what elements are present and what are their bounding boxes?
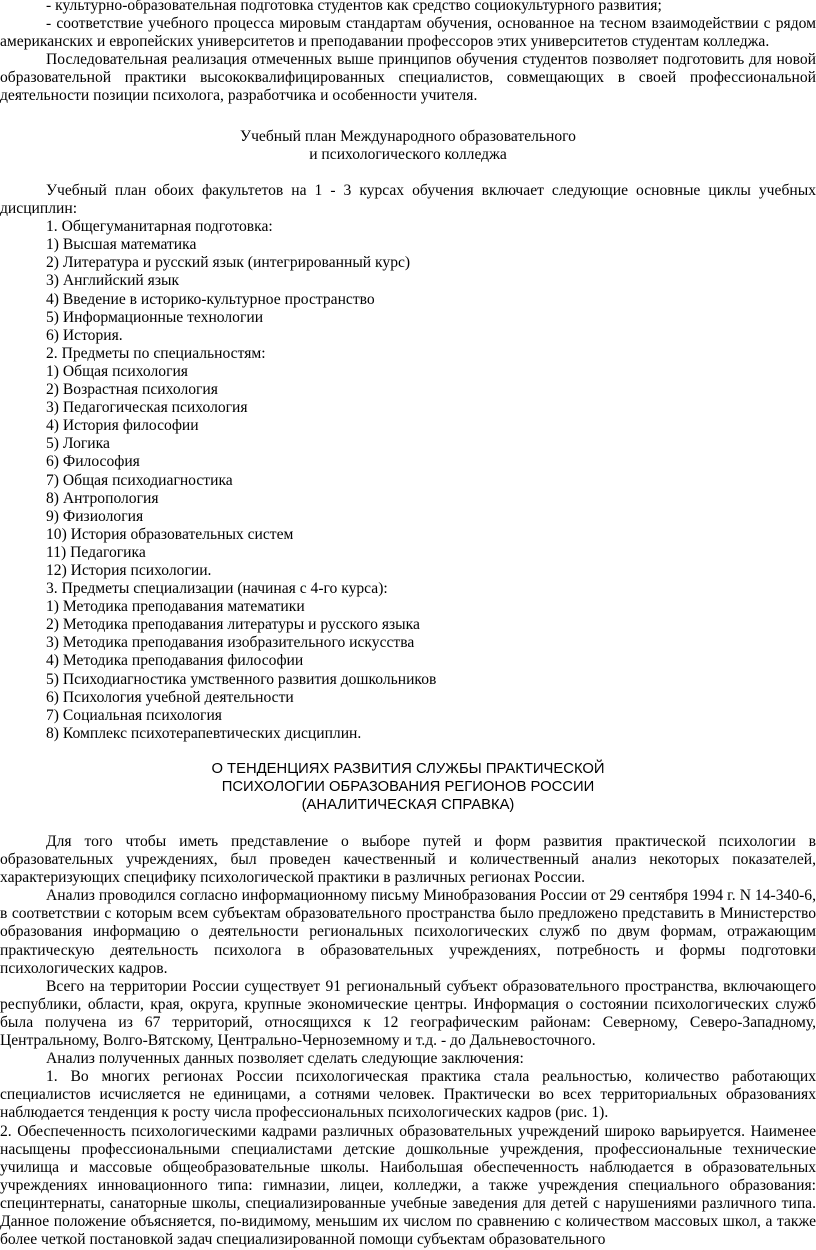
report-heading-line-1: О ТЕНДЕНЦИЯХ РАЗВИТИЯ СЛУЖБЫ ПРАКТИЧЕСКОЙ [211, 761, 605, 777]
plan-list-item: 5) Психодиагностика умственного развития дошкольников [46, 670, 437, 688]
plan-list-item: 8) Комплекс психотерапевтических дисциплин. [46, 724, 362, 742]
intro-line-1: - культурно-образовательная подготовка студентов как средство социокультурного развития; [46, 0, 662, 14]
plan-list-item: 4) История философии [46, 417, 199, 435]
report-paragraph-3: Всего на территории России существует 91 региональный субъект образовательного пространства, включающего республики, области, края, округа, крупные экономические центры. Информация о состоянии психологических служб была получена из 67 территорий, относящихся к 12 географическим районам: Северному, Северо-Западному, Центральному, Волго-Вятскому, Центрально-Черноземному и т.д. - до Дальневосточного. [0, 977, 816, 1050]
plan-list-item: 9) Физиология [46, 507, 144, 525]
plan-list-item: 6) Психология учебной деятельности [46, 688, 294, 706]
plan-title-line-2: и психологического колледжа [309, 146, 507, 164]
plan-list-item: 3. Предметы специализации (начиная с 4-го курса): [46, 580, 388, 598]
plan-list-item: 3) Методика преподавания изобразительного искусства [46, 634, 415, 652]
plan-list-item: 8) Антропология [46, 489, 159, 507]
plan-list-item: 4) Методика преподавания философии [46, 652, 304, 670]
plan-list-item: 2) Возрастная психология [46, 381, 218, 399]
report-heading-line-3: (АНАЛИТИЧЕСКАЯ СПРАВКА) [301, 797, 515, 814]
intro-paragraph-2: - соответствие учебного процесса мировым стандартам обучения, основанное на тесном взаимодействии с рядом американских и европейских университетов и преподавании профессоров этих университетов студентам колледжа. [0, 15, 816, 51]
plan-list-item: 2) Литература и русский язык (интегрированный курс) [46, 254, 411, 272]
plan-list-item: 3) Педагогическая психология [46, 399, 248, 417]
plan-list-item: 7) Социальная психология [46, 706, 222, 724]
report-paragraph-5: 1. Во многих регионах России психологическая практика стала реальностью, количество работающих специалистов исчисляется не единицами, а сотнями человек. Практически во всех территориальных образованиях наблюдается тенденция к росту числа профессиональных психологических кадров (рис. 1). [0, 1068, 816, 1122]
plan-list-item: 1) Методика преподавания математики [46, 598, 305, 616]
plan-list-item: 5) Логика [46, 435, 110, 453]
report-paragraph-1: Для того чтобы иметь представление о выборе путей и форм развития практической психологии в образовательных учреждениях, был проведен качественный и количественный анализ некоторых показателей, характеризующих специфику психологической практики в различных регионах России. [0, 833, 816, 887]
plan-list-item: 4) Введение в историко-культурное пространство [46, 290, 375, 308]
plan-list-item: 11) Педагогика [46, 543, 146, 561]
plan-list-item: 7) Общая психодиагностика [46, 471, 233, 489]
report-paragraph-2: Анализ проводился согласно информационному письму Минобразования России от 29 сентября 1994 г. N 14-340-6, в соответствии с которым всем субъектам образовательного пространства было предложено представить в Министерство образования информацию о деятельности региональных психологических служб по двум формам, отражающим практическую деятельность психолога в образовательных учреждениях, потребность и формы подготовки психологических кадров. [0, 887, 816, 977]
plan-title [0, 128, 816, 164]
plan-intro: Учебный план обоих факультетов на 1 - 3 курсах обучения включает следующие основные циклы учебных дисциплин: [0, 182, 816, 218]
plan-list-item: 2) Методика преподавания литературы и русского языка [46, 616, 420, 634]
plan-list-item: 10) История образовательных систем [46, 525, 294, 543]
plan-list-item: 1) Общая психология [46, 362, 188, 380]
plan-list-item: 1) Высшая математика [46, 236, 197, 254]
plan-list-item: 5) Информационные технологии [46, 308, 264, 326]
intro-paragraph-3: Последовательная реализация отмеченных выше принципов обучения студентов позволяет подготовить для новой образовательной практики высококвалифицированных специалистов, совмещающих в своей профессиональной деятельности позиции психолога, разработчика и особенности учителя. [0, 51, 816, 105]
report-paragraph-6: 2. Обеспеченность психологическими кадрами различных образовательных учреждений широко варьируется. Наименее насыщены профессиональными специалистами детские дошкольные учреждения, профессиональные технические училища и массовые общеобразовательные школы. Наибольшая обеспеченность наблюдается в образовательных учреждениях инновационного типа: гимназии, лицеи, колледжи, а также учреждения специального образования: специнтернаты, санаторные школы, специализированные учебные заведения для детей с нарушениями различного типа. Данное положение объясняется, по-видимому, меньшим их числом по сравнению с количеством массовых школ, а также более четкой постановкой задач специализированной помощи субъектам образовательного [0, 1122, 816, 1249]
plan-list-item: 1. Общегуманитарная подготовка: [46, 218, 273, 236]
plan-list-item: 6) Философия [46, 453, 140, 471]
report-paragraph-4: Анализ полученных данных позволяет сделать следующие заключения: [46, 1050, 524, 1068]
report-heading [0, 760, 816, 815]
plan-title-line-1: Учебный план Международного образовательного [240, 128, 576, 145]
plan-list-item: 12) История психологии. [46, 561, 212, 579]
plan-list-item: 3) Английский язык [46, 272, 180, 290]
plan-list-item: 2. Предметы по специальностям: [46, 344, 266, 362]
report-heading-line-2: ПСИХОЛОГИИ ОБРАЗОВАНИЯ РЕГИОНОВ РОССИИ [221, 779, 595, 796]
plan-list [0, 218, 816, 743]
plan-list-item: 6) История. [46, 326, 123, 344]
